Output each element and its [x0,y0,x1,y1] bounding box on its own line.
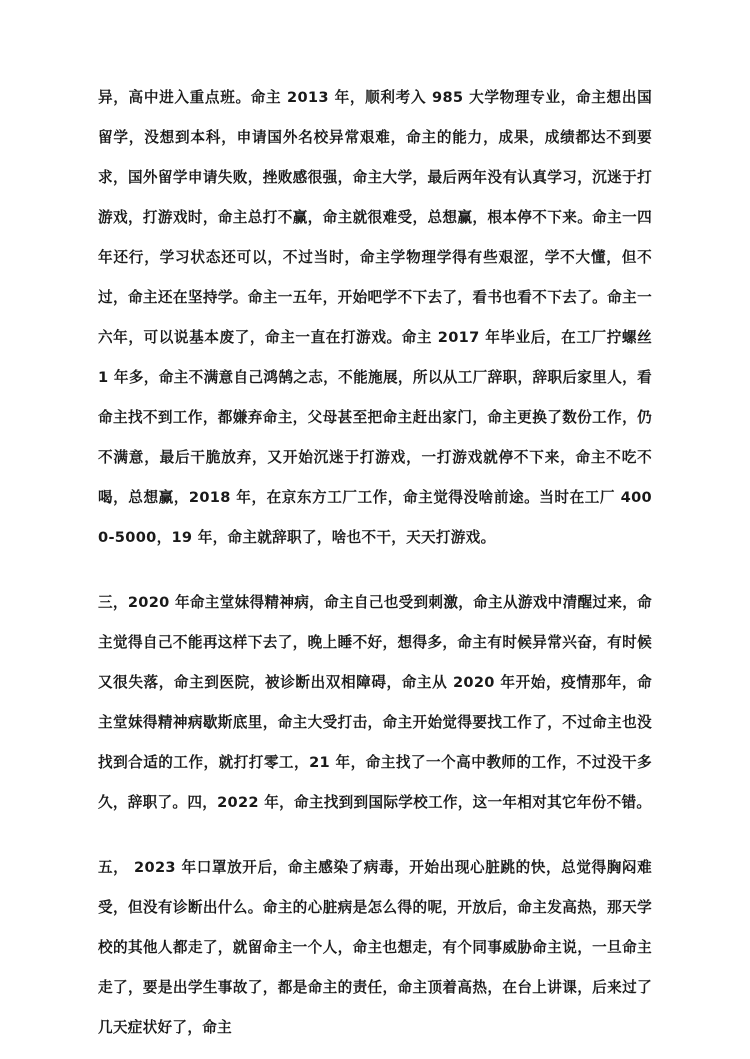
paragraph-1: 异，高中进入重点班。命主 2013 年，顺利考入 985 大学物理专业，命主想出国留学，没想到本科，申请国外名校异常艰难，命主的能力，成果，成绩都达不到要求，国外留学申请失败，挫败感很强，命主大学，最后两年没有认真学习，沉迷于打游戏，打游戏时，命主总打不赢，命主就很难受，总想赢，根本停不下来。命主一四年还行，学习状态还可以，不过当时，命主学物理学得有些艰涩，学不大懂，但不过，命主还在坚持学。命主一五年，开始吧学不下去了，看书也看不下去了。命主一六年，可以说基本废了，命主一直在打游戏。命主 2017 年毕业后，在工厂拧螺丝 1 年多，命主不满意自己鸿鹄之志，不能施展，所以从工厂辞职，辞职后家里人，看命主找不到工作，都嫌弃命主，父母甚至把命主赶出家门，命主更换了数份工作，仍不满意，最后干脆放弃，又开始沉迷于打游戏，一打游戏就停不下来，命主不吃不喝，总想赢，2018 年，在京东方工厂工作，命主觉得没啥前途。当时在工厂 4000-5000，19 年，命主就辞职了，啥也不干，天天打游戏。 [98,89,652,546]
document-body [98,78,652,1048]
paragraph-2: 三，2020 年命主堂妹得精神病，命主自己也受到刺激，命主从游戏中清醒过来，命主觉得自己不能再这样下去了，晚上睡不好，想得多，命主有时候异常兴奋，有时候又很失落，命主到医院，被诊断出双相障碍，命主从 2020 年开始，疫情那年，命主堂妹得精神病歇斯底里，命主大受打击，命主开始觉得要找工作了，不过命主也没找到合适的工作，就打打零工，21 年，命主找了一个高中教师的工作，不过没干多久，辞职了。四，2022 年，命主找到到国际学校工作，这一年相对其它年份不错。 [98,594,652,811]
paragraph-3: 五， 2023 年口罩放开后，命主感染了病毒，开始出现心脏跳的快，总觉得胸闷难受，但没有诊断出什么。命主的心脏病是怎么得的呢，开放后，命主发高热，那天学校的其他人都走了，就留命主一个人，命主也想走，有个同事威胁命主说，一旦命主走了，要是出学生事故了，都是命主的责任，命主顶着高热，在台上讲课，后来过了几天症状好了，命主 [98,859,652,1036]
